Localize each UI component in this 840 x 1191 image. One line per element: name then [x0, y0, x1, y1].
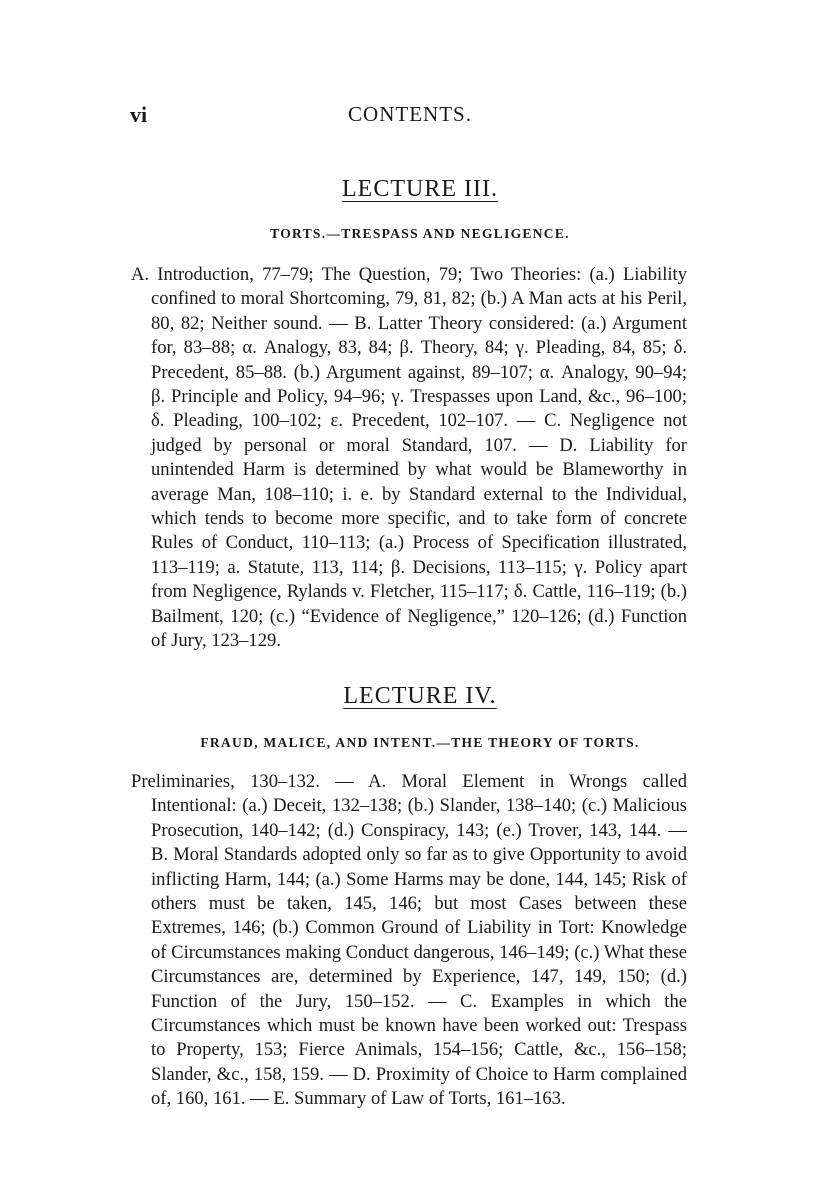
page-header	[115, 102, 705, 132]
lecture-3-title-text: LECTURE III.	[342, 176, 498, 202]
page-number: vi	[130, 102, 148, 127]
lecture-4-subtitle: FRAUD, MALICE, AND INTENT.—THE THEORY OF TORTS.	[200, 735, 640, 750]
lecture-4-contents: Preliminaries, 130–132. — A. Moral Element in Wrongs called Intentional: (a.) Deceit, 132–138; (b.) Slander, 138–140; (c.) Malicious Prosecution, 140–142; (d.) Conspiracy, 143; (e.) Trover, 143, 144. — B. Moral Standards adopted only so far as to give Opportunity to avoid inflicting Harm, 144; (a.) Some Harms may be done, 144, 145; Risk of others must be taken, 145, 146; but most Cases between these Extremes, 146; (b.) Common Ground of Liability in Tort: Knowledge of Circumstances making Conduct dangerous, 146–149; (c.) What these Circumstances are, determined by Experience, 147, 149, 150; (d.) Function of the Jury, 150–152. — C. Examples in which the Circumstances which must be known have been worked out: Trespass to Property, 153; Fierce Animals, 154–156; Cattle, &c., 156–158; Slander, &c., 158, 159. — D. Proximity of Choice to Harm complained of, 160, 161. — E. Summary of Law of Torts, 161–163.	[131, 771, 687, 1110]
lecture-4-title	[0, 683, 840, 710]
lecture-3-contents: A. Introduction, 77–79; The Question, 79; Two Theories: (a.) Liability confined to moral Shortcoming, 79, 81, 82; (b.) A Man acts at his Peril, 80, 82; Neither sound. — B. Latter Theory considered: (a.) Argument for, 83–88; α. Analogy, 83, 84; β. Theory, 84; γ. Pleading, 84, 85; δ. Precedent, 85–88. (b.) Argument against, 89–107; α. Analogy, 90–94; β. Principle and Policy, 94–96; γ. Trespasses upon Land, &c., 96–100; δ. Pleading, 100–102; ε. Precedent, 102–107. — C. Negligence not judged by personal or moral Standard, 107. — D. Liability for unintended Harm is determined by what would be Blameworthy in average Man, 108–110; i. e. by Standard external to the Individual, which tends to become more specific, and to take form of concrete Rules of Conduct, 110–113; (a.) Process of Specification illustrated, 113–119; a. Statute, 113, 114; β. Decisions, 113–115; γ. Policy apart from Negligence, Rylands v. Fletcher, 115–117; δ. Cattle, 116–119; (b.) Bailment, 120; (c.) “Evidence of Negligence,” 120–126; (d.) Function of Jury, 123–129.	[131, 264, 687, 652]
lecture-3-subtitle: TORTS.—TRESPASS AND NEGLIGENCE.	[270, 226, 570, 241]
lecture-3-title	[0, 176, 840, 203]
lecture-4-title-text: LECTURE IV.	[343, 683, 497, 709]
running-title: CONTENTS.	[348, 102, 472, 126]
